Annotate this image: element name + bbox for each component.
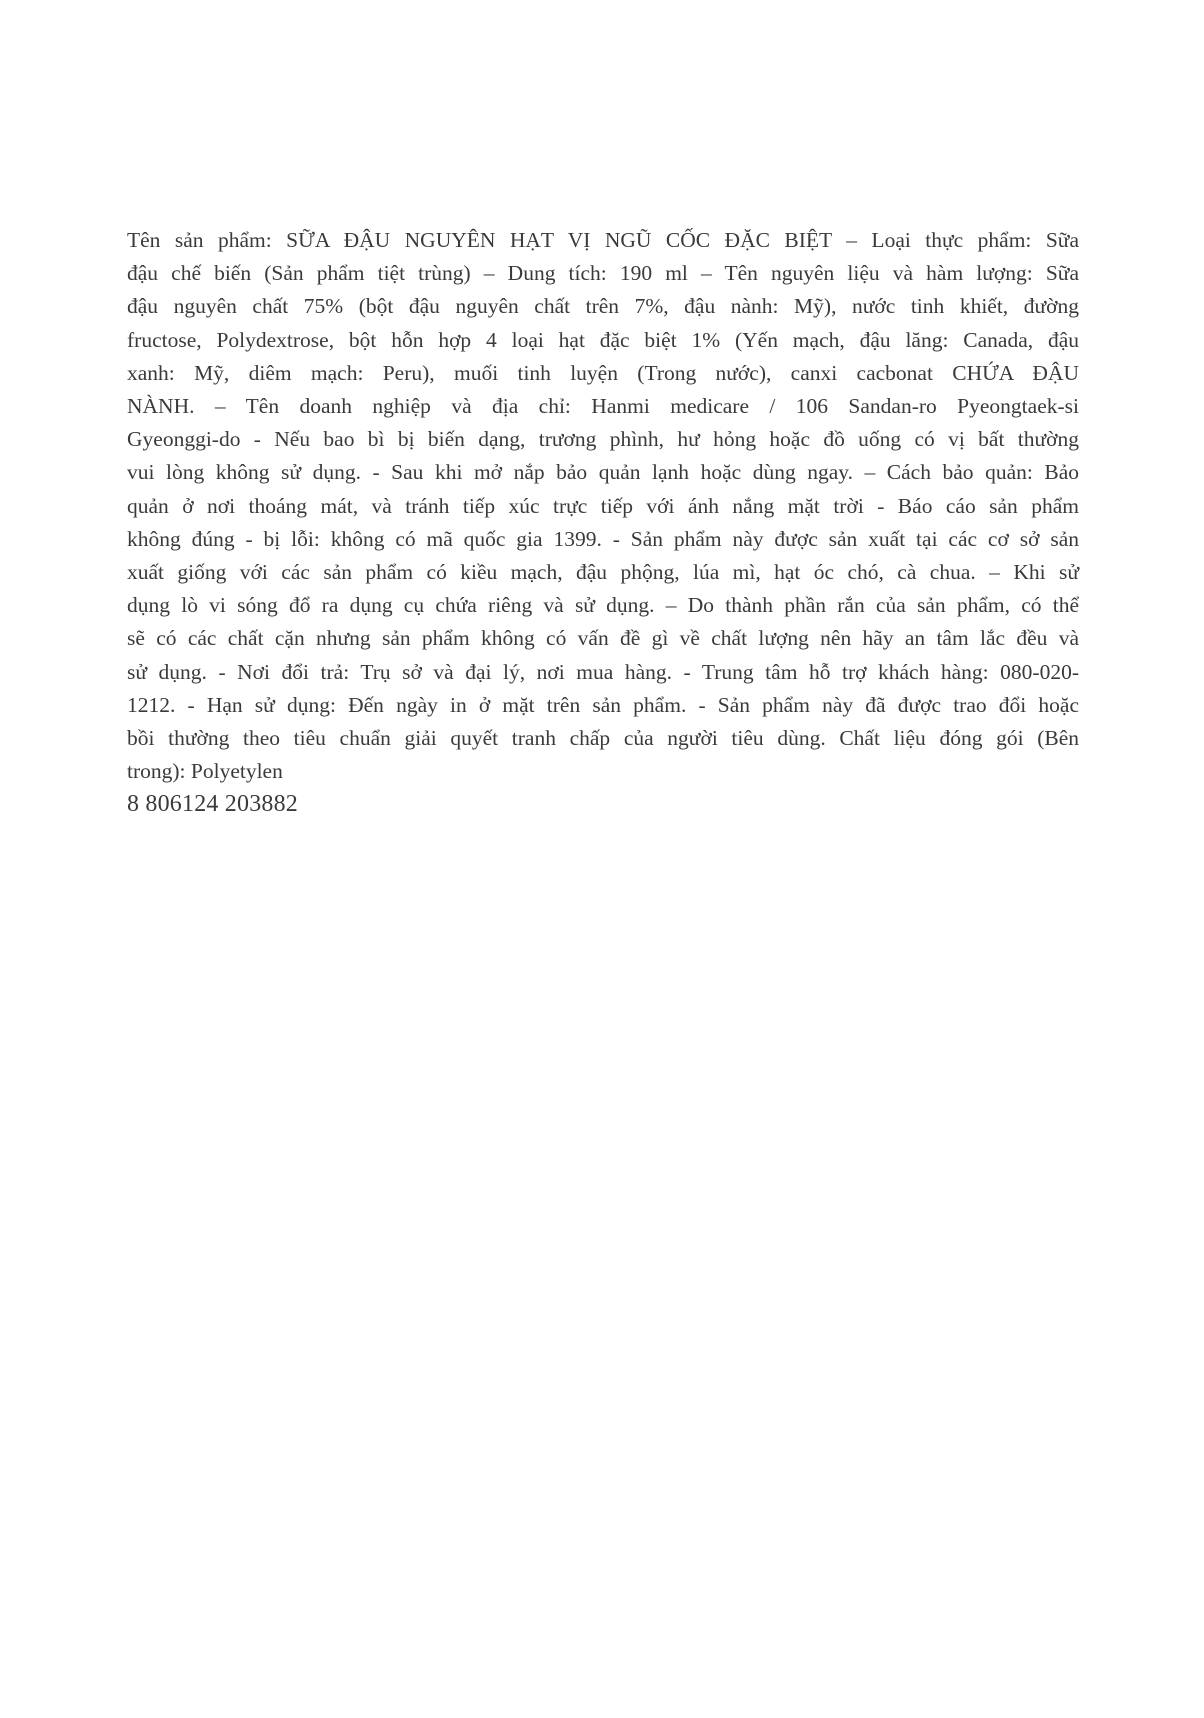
paragraph-line: dụng lò vi sóng đổ ra dụng cụ chứa riêng và sử dụng. – Do thành phần rắn của sản phẩm, có thể — [127, 593, 1079, 618]
paragraph-line: NÀNH. – Tên doanh nghiệp và địa chỉ: Hanmi medicare / 106 Sandan-ro Pyeongtaek-si — [127, 394, 1079, 419]
paragraph-line: Gyeonggi-do - Nếu bao bì bị biến dạng, trương phình, hư hỏng hoặc đồ uống có vị bất thường — [127, 427, 1079, 452]
paragraph-line: fructose, Polydextrose, bột hỗn hợp 4 loại hạt đặc biệt 1% (Yến mạch, đậu lăng: Canada, đậu — [127, 327, 1079, 352]
paragraph-line: bồi thường theo tiêu chuẩn giải quyết tranh chấp của người tiêu dùng. Chất liệu đóng gói (Bên — [127, 726, 1079, 751]
paragraph-line: sử dụng. - Nơi đổi trả: Trụ sở và đại lý, nơi mua hàng. - Trung tâm hỗ trợ khách hàng: 080-020- — [127, 659, 1079, 684]
paragraph-line: xanh: Mỹ, diêm mạch: Peru), muối tinh luyện (Trong nước), canxi cacbonat CHỨA ĐẬU — [127, 360, 1079, 385]
paragraph-line: 1212. - Hạn sử dụng: Đến ngày in ở mặt trên sản phẩm. - Sản phẩm này đã được trao đổi hoặc — [127, 692, 1079, 717]
paragraph-line: quản ở nơi thoáng mát, và tránh tiếp xúc trực tiếp với ánh nắng mặt trời - Báo cáo sản phẩm — [127, 493, 1079, 518]
paragraph-line: sẽ có các chất cặn nhưng sản phẩm không có vấn đề gì về chất lượng nên hãy an tâm lắc đều và — [127, 626, 1079, 651]
product-label-paragraph — [127, 224, 1079, 788]
barcode-number: 8 806124 203882 — [127, 791, 298, 817]
paragraph-line: vui lòng không sử dụng. - Sau khi mở nắp bảo quản lạnh hoặc dùng ngay. – Cách bảo quản: Bảo — [127, 460, 1079, 485]
paragraph-line: Tên sản phẩm: SỮA ĐẬU NGUYÊN HẠT VỊ NGŨ CỐC ĐẶC BIỆT – Loại thực phẩm: Sữa — [127, 228, 1079, 252]
paragraph-line: không đúng - bị lỗi: không có mã quốc gia 1399. - Sản phẩm này được sản xuất tại các cơ sở sản — [127, 526, 1079, 551]
paragraph-line: xuất giống với các sản phẩm có kiều mạch, đậu phộng, lúa mì, hạt óc chó, cà chua. – Khi sử — [127, 560, 1079, 585]
paragraph-line: đậu chế biến (Sản phẩm tiệt trùng) – Dung tích: 190 ml – Tên nguyên liệu và hàm lượng: Sữa — [127, 261, 1079, 286]
paragraph-line: đậu nguyên chất 75% (bột đậu nguyên chất trên 7%, đậu nành: Mỹ), nước tinh khiết, đường — [127, 294, 1079, 319]
paragraph-line: trong): Polyetylen — [127, 759, 283, 784]
